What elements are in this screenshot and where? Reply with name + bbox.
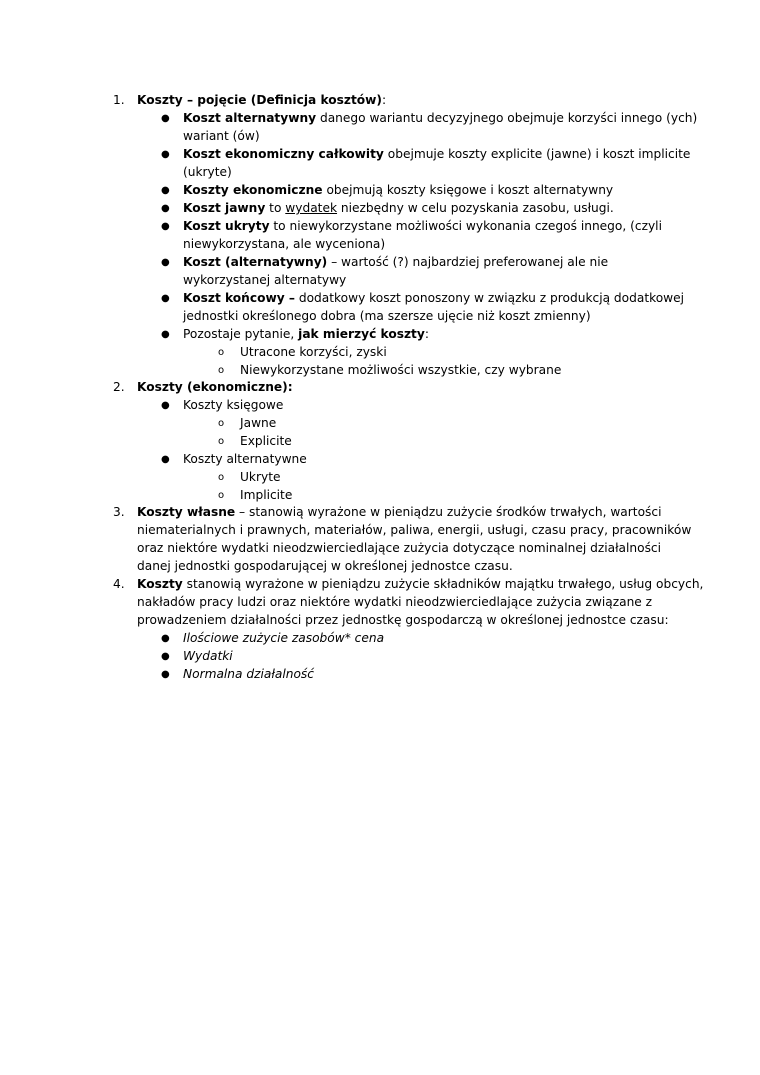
paragraph-line [137, 576, 703, 594]
bullet-text: Pozostaje pytanie, [183, 327, 299, 341]
wydatek-link[interactable]: wydatek [285, 201, 338, 215]
bullet-line: Koszty alternatywne [183, 452, 307, 466]
bullet-line [183, 326, 429, 344]
paragraph-line: nakładów pracy ludzi oraz niektóre wydatki nieodzwierciedlające zużycia związane z [137, 595, 653, 609]
paragraph-text: – stanowią wyrażone w pieniądzu zużycie środków trwałych, wartości [235, 505, 662, 519]
bold-term: Koszty własne [137, 505, 236, 519]
paragraph-line: danej jednostki gospodarującej w określonej jednostce czasu. [137, 559, 513, 573]
circle-bullet-icon: o [218, 472, 225, 483]
bullet-text: : [424, 327, 429, 341]
bullet-icon: ● [161, 221, 170, 232]
circle-bullet-icon: o [218, 490, 225, 501]
circle-bullet-icon: o [218, 436, 225, 447]
item-number: 1. [113, 93, 125, 107]
bullet-icon: ● [161, 651, 170, 662]
italic-bullet-line: Normalna działalność [183, 667, 314, 681]
italic-bullet-line: Wydatki [183, 649, 233, 663]
bullet-continuation: niewykorzystana, ale wyceniona) [183, 237, 386, 251]
sub-item: Ukryte [240, 470, 281, 484]
bullet-icon: ● [161, 329, 170, 340]
paragraph-text: stanowią wyrażone w pieniądzu zużycie składników majątku trwałego, usług obcych, [182, 577, 704, 591]
bullet-line [183, 146, 690, 164]
bullet-line [183, 290, 684, 308]
item-heading [137, 92, 386, 110]
bullet-icon: ● [161, 113, 170, 124]
bold-term: jak mierzyć koszty [298, 327, 425, 341]
heading-text: Koszty (ekonomiczne): [137, 380, 293, 394]
bullet-icon: ● [161, 633, 170, 644]
bold-term: Koszt ukryty [183, 219, 270, 233]
item-number: 4. [113, 577, 125, 591]
bullet-continuation: (ukryte) [183, 165, 232, 179]
bullet-line [183, 200, 614, 218]
paragraph-line: prowadzeniem działalności przez jednostkę gospodarczą w określonej jednostce czasu: [137, 613, 669, 627]
bullet-text: obejmują koszty księgowe i koszt alternatywny [322, 183, 614, 197]
bullet-icon: ● [161, 257, 170, 268]
bullet-text: to [265, 201, 286, 215]
bullet-icon: ● [161, 400, 170, 411]
paragraph-line [137, 504, 661, 522]
bullet-text: danego wariantu decyzyjnego obejmuje korzyści innego (ych) [316, 111, 698, 125]
bullet-continuation: wykorzystanej alternatywy [183, 273, 347, 287]
bullet-text: to niewykorzystane możliwości wykonania czegoś innego, (czyli [269, 219, 662, 233]
bullet-continuation: wariant (ów) [183, 129, 260, 143]
bold-term: Koszty ekonomiczne [183, 183, 323, 197]
sub-item: Implicite [240, 488, 293, 502]
bullet-icon: ● [161, 203, 170, 214]
sub-item: Jawne [240, 416, 277, 430]
bullet-icon: ● [161, 454, 170, 465]
item-number: 3. [113, 505, 125, 519]
bullet-line [183, 110, 697, 128]
heading-text: Koszty – pojęcie (Definicja kosztów) [137, 93, 382, 107]
bullet-icon: ● [161, 149, 170, 160]
bold-term: Koszt alternatywny [183, 111, 317, 125]
bullet-continuation: jednostki określonego dobra (ma szersze ujęcie niż koszt zmienny) [183, 309, 591, 323]
bullet-text: niezbędny w celu pozyskania zasobu, usługi. [337, 201, 614, 215]
italic-bullet-line: Ilościowe zużycie zasobów* cena [183, 631, 385, 645]
circle-bullet-icon: o [218, 418, 225, 429]
paragraph-line: oraz niektóre wydatki nieodzwierciedlające zużycia dotyczące nominalnej działalności [137, 541, 662, 555]
circle-bullet-icon: o [218, 347, 225, 358]
bullet-line [183, 218, 662, 236]
circle-bullet-icon: o [218, 365, 225, 376]
bold-term: Koszt jawny [183, 201, 266, 215]
sub-item: Explicite [240, 434, 292, 448]
bullet-icon: ● [161, 185, 170, 196]
paragraph-line: niematerialnych i prawnych, materiałów, paliwa, energii, usługi, czasu pracy, pracowników [137, 523, 692, 537]
item-number: 2. [113, 380, 125, 394]
bullet-text: – wartość (?) najbardziej preferowanej ale nie [327, 255, 609, 269]
bullet-icon: ● [161, 669, 170, 680]
item-heading [137, 379, 293, 397]
bold-term: Koszt końcowy – [183, 291, 295, 305]
bold-term: Koszt ekonomiczny całkowity [183, 147, 384, 161]
bullet-line: Koszty księgowe [183, 398, 284, 412]
heading-suffix: : [382, 93, 387, 107]
bullet-text: dodatkowy koszt ponoszony w związku z produkcją dodatkowej [294, 291, 685, 305]
bold-term: Koszty [137, 577, 183, 591]
bold-term: Koszt (alternatywny) [183, 255, 328, 269]
bullet-text: obejmuje koszty explicite (jawne) i koszt implicite [383, 147, 691, 161]
bullet-line [183, 182, 613, 200]
sub-item: Utracone korzyści, zyski [240, 345, 387, 359]
sub-item: Niewykorzystane możliwości wszystkie, czy wybrane [240, 363, 562, 377]
bullet-line [183, 254, 608, 272]
bullet-icon: ● [161, 293, 170, 304]
